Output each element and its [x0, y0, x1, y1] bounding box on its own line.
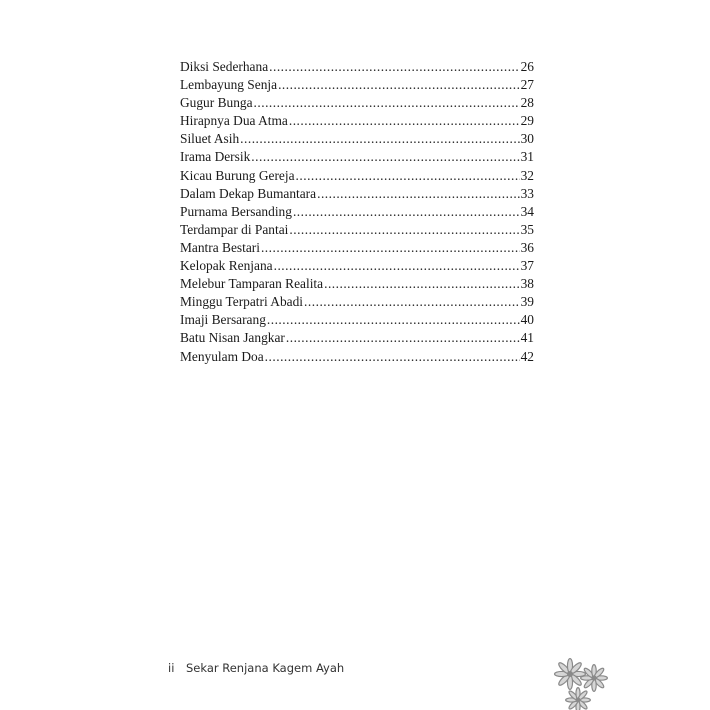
toc-leader-dots: [265, 348, 520, 366]
toc-entry-title: Kelopak Renjana: [180, 258, 273, 274]
toc-entry: [180, 257, 534, 275]
toc-entry-title: Batu Nisan Jangkar: [180, 330, 285, 346]
toc-entry: [180, 130, 534, 148]
toc-leader-dots: [296, 167, 520, 185]
toc-entry-page: 40: [520, 312, 534, 328]
flower-ornament-icon: [548, 652, 610, 710]
toc-entry-page: 39: [520, 294, 534, 310]
toc-leader-dots: [254, 94, 520, 112]
toc-entry-title: Kicau Burung Gereja: [180, 167, 295, 183]
toc-entry-page: 26: [520, 59, 534, 74]
toc-entry-page: 35: [520, 221, 534, 237]
toc-entry: [180, 76, 534, 94]
toc-entry: [180, 239, 534, 257]
toc-entry: [180, 311, 534, 329]
toc-entry-page: 29: [520, 113, 534, 129]
toc-entry: [180, 112, 534, 130]
toc-entry: [180, 58, 534, 76]
toc-entry-page: 31: [520, 149, 534, 165]
toc-leader-dots: [304, 293, 520, 311]
toc-leader-dots: [324, 275, 520, 293]
toc-entry-page: 42: [520, 348, 534, 364]
toc-entry-title: Imaji Bersarang: [180, 312, 266, 328]
toc-entry: [180, 275, 534, 293]
toc-entry: [180, 293, 534, 311]
toc-leader-dots: [286, 329, 520, 347]
toc-entry-page: 34: [520, 203, 534, 219]
toc-entry: [180, 329, 534, 347]
toc-entry-title: Mantra Bestari: [180, 239, 260, 255]
toc-entry-title: Siluet Asih: [180, 131, 240, 147]
toc-entry-page: 41: [520, 330, 534, 346]
toc-entry-page: 32: [520, 167, 534, 183]
toc-entry-title: Dalam Dekap Bumantara: [180, 185, 317, 201]
toc-entry-page: 37: [520, 258, 534, 274]
toc-leader-dots: [278, 76, 520, 94]
toc-entry-title: Diksi Sederhana: [180, 59, 269, 74]
toc-entry: [180, 167, 534, 185]
toc-entry-page: 33: [520, 185, 534, 201]
toc-entry-page: 30: [520, 131, 534, 147]
toc-entry-page: 36: [520, 239, 534, 255]
toc-entry: [180, 94, 534, 112]
toc-entry-page: 38: [520, 276, 534, 292]
toc-entry: [180, 203, 534, 221]
toc-entry-title: Minggu Terpatri Abadi: [180, 294, 304, 310]
toc-leader-dots: [261, 239, 520, 257]
toc-entry-title: Lembayung Senja: [180, 77, 278, 93]
footer-page-number: ii: [168, 661, 175, 675]
toc-entry: [180, 148, 534, 166]
toc-entry: [180, 221, 534, 239]
toc-leader-dots: [274, 257, 520, 275]
toc-entry-title: Irama Dersik: [180, 149, 251, 165]
toc-entry-title: Purnama Bersanding: [180, 203, 292, 219]
toc-entry: [180, 348, 534, 366]
toc-entry-title: Terdampar di Pantai: [180, 221, 289, 237]
toc-entry: [180, 185, 534, 203]
toc-leader-dots: [251, 148, 519, 166]
page-footer: [168, 661, 344, 675]
toc-entry-title: Gugur Bunga: [180, 95, 253, 111]
toc-entry-title: Hirapnya Dua Atma: [180, 113, 288, 129]
toc-entry-page: 27: [520, 77, 534, 93]
footer-book-title: Sekar Renjana Kagem Ayah: [186, 661, 345, 675]
toc-leader-dots: [293, 203, 520, 221]
toc-entry-title: Menyulam Doa: [180, 348, 264, 364]
toc-leader-dots: [317, 185, 520, 203]
toc-leader-dots: [289, 221, 519, 239]
table-of-contents: [180, 58, 534, 366]
toc-entry-page: 28: [520, 95, 534, 111]
toc-leader-dots: [267, 311, 520, 329]
toc-leader-dots: [289, 112, 520, 130]
toc-leader-dots: [240, 130, 519, 148]
toc-entry-title: Melebur Tamparan Realita: [180, 276, 324, 292]
toc-leader-dots: [269, 58, 519, 76]
